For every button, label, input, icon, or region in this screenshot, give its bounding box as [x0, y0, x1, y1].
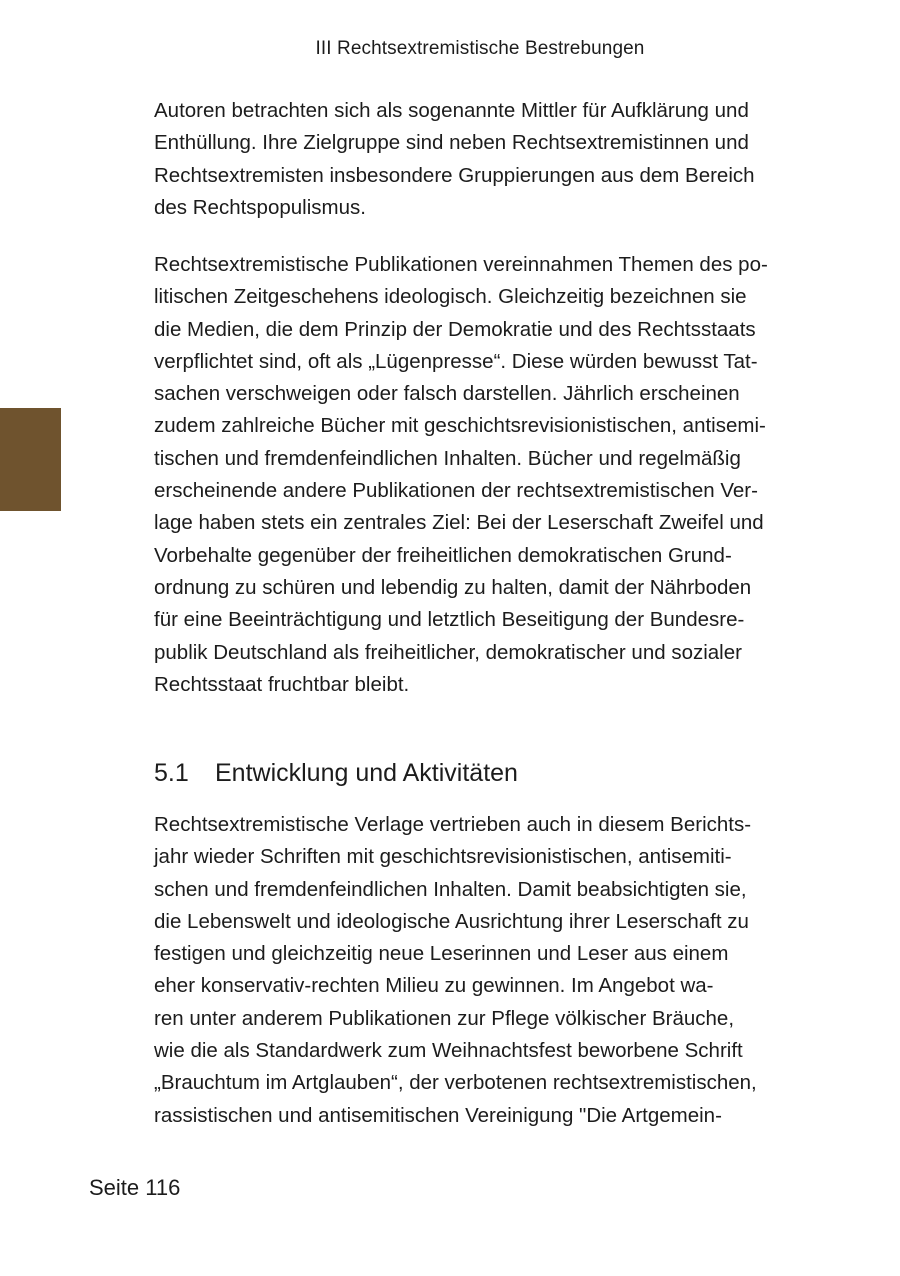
text-line: jahr wieder Schriften mit geschichtsrevisionistischen, antisemiti-	[154, 845, 732, 869]
text-line: wie die als Standardwerk zum Weihnachtsfest beworbene Schrift	[154, 1039, 743, 1063]
text-line: Rechtsextremistische Verlage vertrieben auch in diesem Berichts-	[154, 813, 752, 836]
text-line: Rechtsstaat fruchtbar bleibt.	[154, 672, 410, 696]
text-line: Rechtsextremistische Publikationen vereinnahmen Themen des po-	[154, 253, 768, 276]
text-line: ordnung zu schüren und lebendig zu halten, damit der Nährboden	[154, 575, 752, 599]
text-line: litischen Zeitgeschehens ideologisch. Gleichzeitig bezeichnen sie	[154, 285, 747, 309]
text-line: erscheinende andere Publikationen der rechtsextremistischen Ver-	[154, 479, 758, 503]
text-line: die Medien, die dem Prinzip der Demokratie und des Rechtsstaats	[154, 317, 756, 341]
section-title: Entwicklung und Aktivitäten	[215, 759, 518, 787]
text-line: eher konservativ-rechten Milieu zu gewinnen. Im Angebot wa-	[154, 974, 714, 998]
text-line: „Brauchtum im Artglauben“, der verbotenen rechtsextremistischen,	[154, 1071, 757, 1095]
text-line: lage haben stets ein zentrales Ziel: Bei der Leserschaft Zweifel und	[154, 511, 764, 535]
text-line: Enthüllung. Ihre Zielgruppe sind neben Rechtsextremistinnen und	[154, 131, 749, 155]
text-line: verpflichtet sind, oft als „Lügenpresse“. Diese würden bewusst Tat-	[154, 349, 758, 373]
text-line: tischen und fremdenfeindlichen Inhalten. Bücher und regelmäßig	[154, 446, 741, 470]
text-line: ren unter anderem Publikationen zur Pflege völkischer Bräuche,	[154, 1006, 735, 1030]
text-line: rassistischen und antisemitischen Vereinigung "Die Artgemein-	[154, 1103, 722, 1127]
text-line: die Lebenswelt und ideologische Ausrichtung ihrer Leserschaft zu	[154, 909, 749, 933]
text-line: Vorbehalte gegenüber der freiheitlichen demokratischen Grund-	[154, 543, 732, 567]
running-header: III Rechtsextremistische Bestrebungen	[315, 38, 645, 59]
text-line: sachen verschweigen oder falsch darstellen. Jährlich erscheinen	[154, 382, 740, 406]
text-line: des Rechtspopulismus.	[154, 195, 366, 219]
section-number: 5.1	[154, 759, 189, 787]
body-paragraph-3	[154, 809, 814, 1132]
body-paragraph-1	[154, 95, 814, 224]
text-line: Autoren betrachten sich als sogenannte Mittler für Aufklärung und	[154, 99, 749, 122]
text-line: für eine Beeinträchtigung und letztlich Beseitigung der Bundesre-	[154, 608, 745, 632]
text-line: zudem zahlreiche Bücher mit geschichtsrevisionistischen, antisemi-	[154, 414, 766, 438]
chapter-color-tab	[0, 408, 61, 511]
text-line: festigen und gleichzeitig neue Leserinnen und Leser aus einem	[154, 942, 729, 966]
text-line: schen und fremdenfeindlichen Inhalten. Damit beabsichtigten sie,	[154, 877, 747, 901]
body-paragraph-2	[154, 249, 814, 701]
section-heading	[154, 755, 518, 791]
text-line: publik Deutschland als freiheitlicher, demokratischer und sozialer	[154, 640, 742, 664]
text-line: Rechtsextremisten insbesondere Gruppierungen aus dem Bereich	[154, 163, 755, 187]
page-number: Seite 116	[89, 1175, 181, 1200]
